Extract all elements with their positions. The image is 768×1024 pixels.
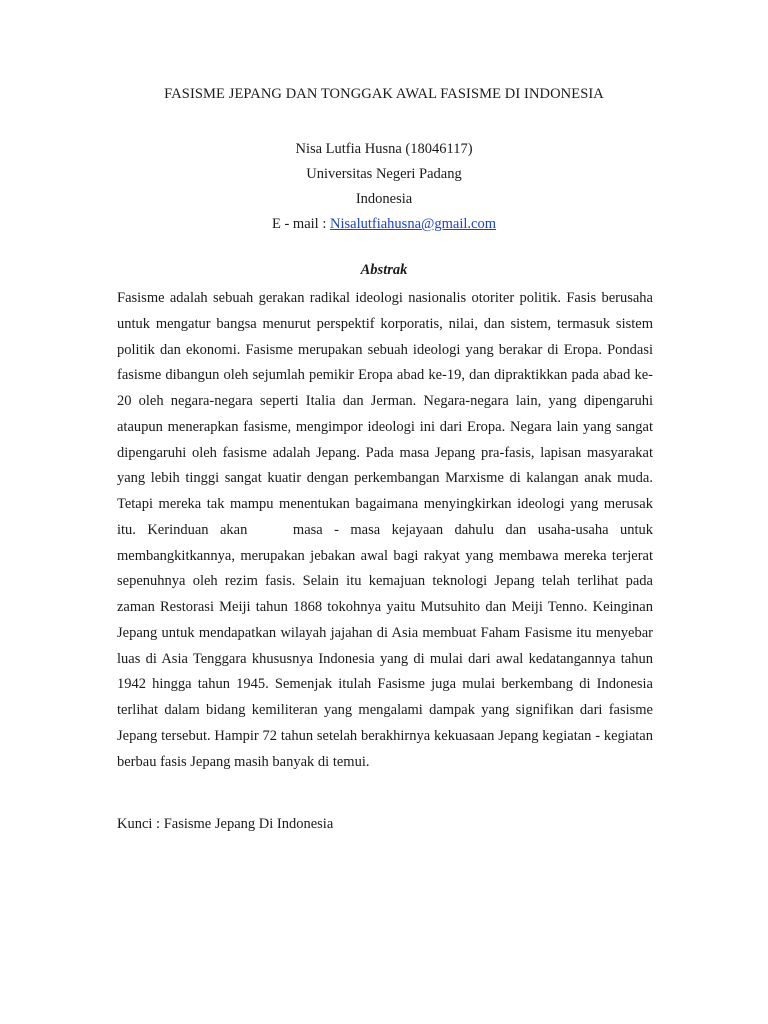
author-email-line (0, 212, 768, 237)
author-name: Nisa Lutfia Husna (18046117) (295, 141, 473, 157)
email-label: E - mail : (272, 216, 330, 232)
author-info (0, 137, 768, 237)
document-title: FASISME JEPANG DAN TONGGAK AWAL FASISME DI INDONESIA (164, 86, 604, 102)
author-university: Universitas Negeri Padang (306, 166, 462, 182)
abstract-body: Fasisme adalah sebuah gerakan radikal ideologi nasionalis otoriter politik. Fasis berusaha untuk mengatur bangsa menurut perspektif korporatis, nilai, dan sistem, termasuk sistem politik dan ekonomi. Fasisme merupakan sebuah ideologi yang berakar di Eropa. Pondasi fasisme dibangun oleh sejumlah pemikir Eropa abad ke-19, dan dipraktikkan pada abad ke-20 oleh negara-negara seperti Italia dan Jerman. Negara-negara lain, yang dipengaruhi ataupun menerapkan fasisme, mengimpor ideologi ini dari Eropa. Negara lain yang sangat dipengaruhi oleh fasisme adalah Jepang. Pada masa Jepang pra-fasis, lapisan masyarakat yang lebih tinggi sangat kuatir dengan perkembangan Marxisme di kalangan anak muda. Tetapi mereka tak mampu menentukan bagaimana menyingkirkan ideologi yang merusak itu. Kerinduan akan masa - masa kejayaan dahulu dan usaha-usaha untuk membangkitkannya, merupakan jebakan awal bagi rakyat yang membawa mereka terjerat sepenuhnya oleh rezim fasis. Selain itu kemajuan teknologi Jepang telah terlihat pada zaman Restorasi Meiji tahun 1868 tokohnya yaitu Mutsuhito dan Meiji Tenno. Keinginan Jepang untuk mendapatkan wilayah jajahan di Asia membuat Faham Fasisme itu menyebar luas di Asia Tenggara khususnya Indonesia yang di mulai dari awal kedatangannya tahun 1942 hingga tahun 1945. Semenjak itulah Fasisme juga mulai berkembang di Indonesia terlihat dalam bidang kemiliteran yang mengalami dampak yang signifikan dari fasisme Jepang tersebut. Hampir 72 tahun setelah berakhirnya kekuasaan Jepang kegiatan - kegiatan berbau fasis Jepang masih banyak di temui. (117, 290, 657, 770)
abstract-heading: Abstrak (360, 262, 408, 278)
keywords-line: Kunci : Fasisme Jepang Di Indonesia (117, 816, 334, 832)
author-country: Indonesia (355, 191, 413, 207)
email-link[interactable]: Nisalutfiahusna@gmail.com (330, 216, 496, 232)
